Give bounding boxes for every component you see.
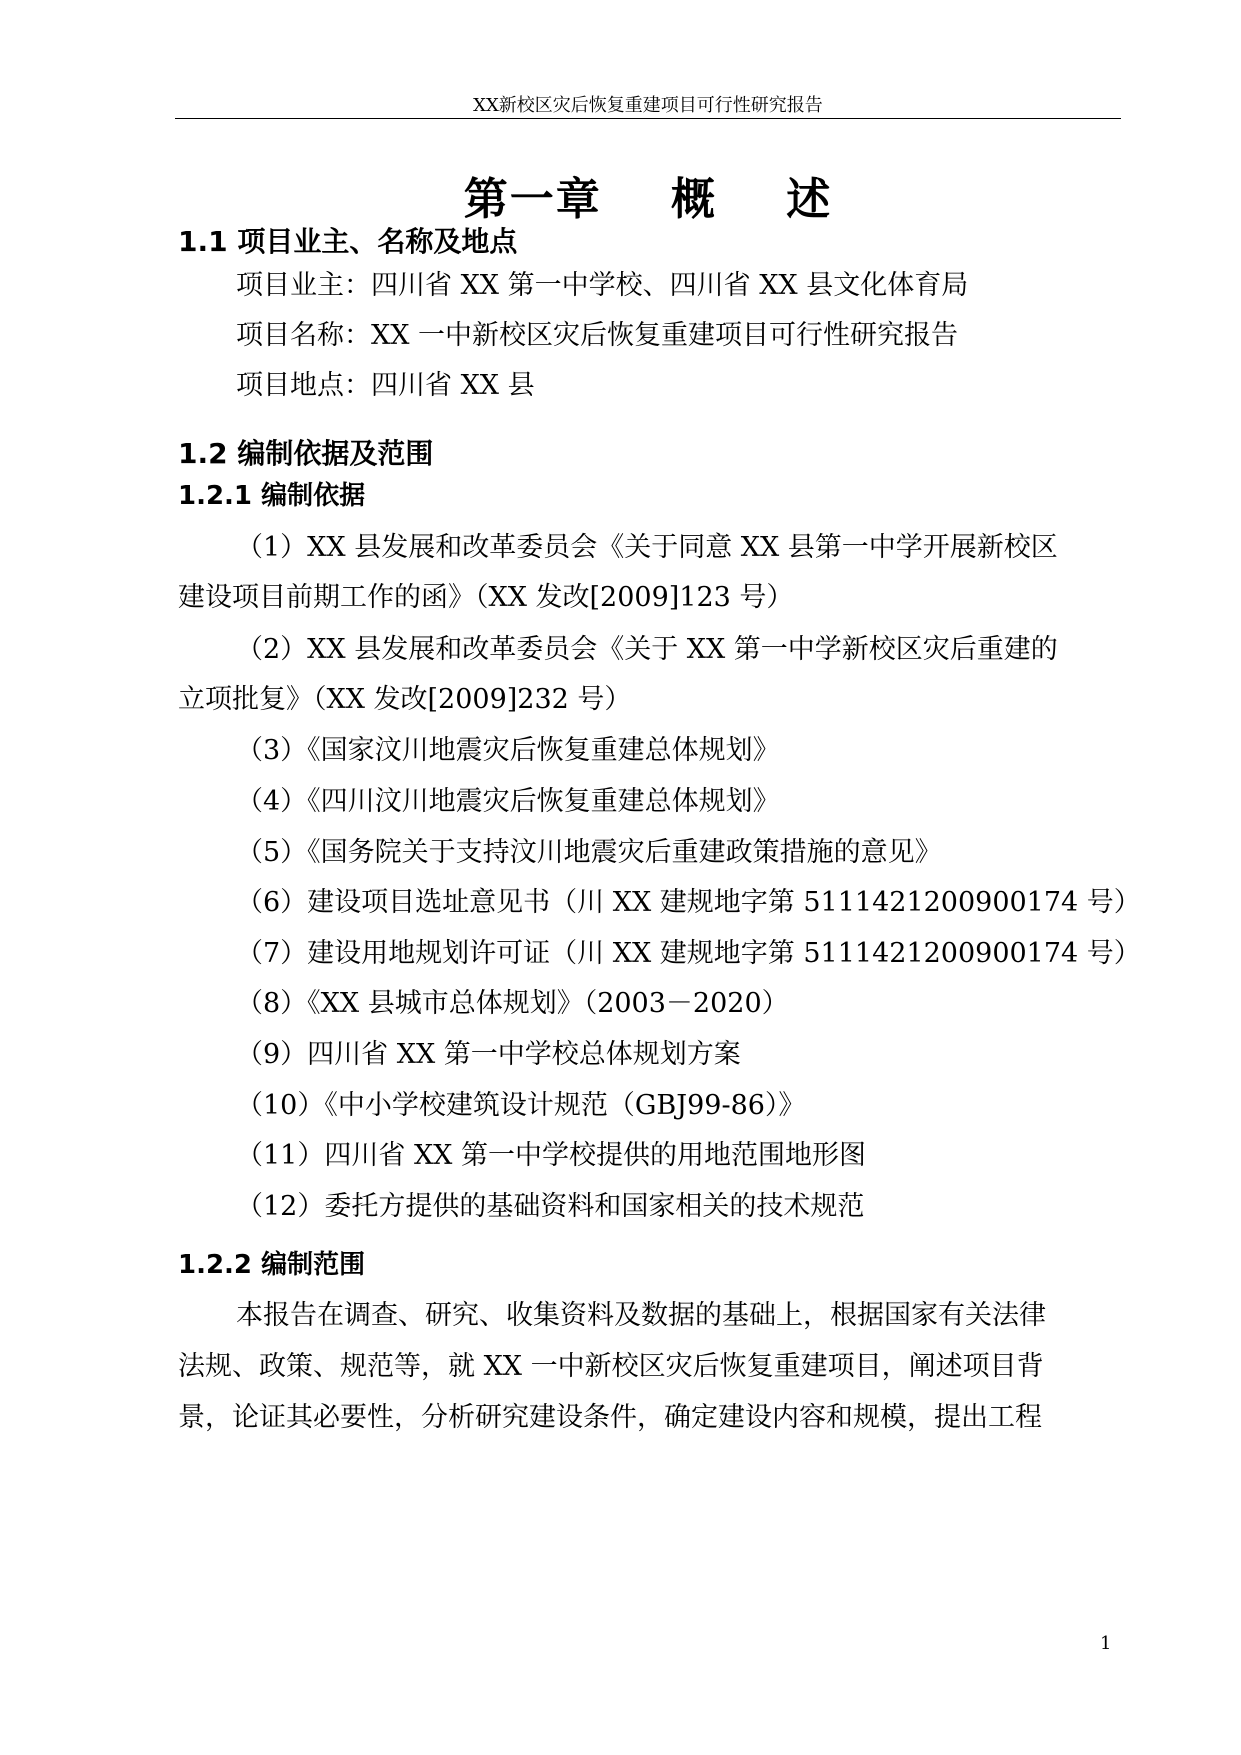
basis-item-10: （10）《中小学校建筑设计规范（GBJ99-86）》 — [236, 1090, 806, 1121]
basis-item-3: （3）《国家汶川地震灾后恢复重建总体规划》 — [236, 735, 780, 766]
basis-item-8: （8）《XX 县城市总体规划》（2003－2020） — [236, 988, 789, 1019]
project-location-line: 项目地点：四川省 XX 县 — [236, 370, 535, 401]
section-heading-1-2-2: 1.2.2 编制范围 — [178, 1250, 366, 1280]
basis-item-7: （7）建设用地规划许可证（川 XX 建规地字第 5111421200900174 号） — [236, 938, 1141, 969]
basis-item-2-line-2: 立项批复》（XX 发改[2009]232 号） — [178, 684, 632, 715]
scope-paragraph-line-3: 景，论证其必要性，分析研究建设条件，确定建设内容和规模，提出工程 — [178, 1402, 1042, 1433]
scope-paragraph-line-1: 本报告在调查、研究、收集资料及数据的基础上，根据国家有关法律 — [236, 1300, 1046, 1331]
basis-item-9: （9）四川省 XX 第一中学校总体规划方案 — [236, 1039, 741, 1070]
basis-item-1-line-1: （1）XX 县发展和改革委员会《关于同意 XX 县第一中学开展新校区 — [236, 532, 1058, 563]
header-rule — [175, 118, 1121, 119]
basis-item-2-line-1: （2）XX 县发展和改革委员会《关于 XX 第一中学新校区灾后重建的 — [236, 634, 1058, 665]
section-heading-1-2: 1.2 编制依据及范围 — [178, 437, 434, 470]
basis-item-5: （5）《国务院关于支持汶川地震灾后重建政策措施的意见》 — [236, 837, 942, 868]
basis-item-1-line-2: 建设项目前期工作的函》（XX 发改[2009]123 号） — [178, 582, 794, 613]
scope-paragraph-line-2: 法规、政策、规范等，就 XX 一中新校区灾后恢复重建项目，阐述项目背 — [178, 1351, 1044, 1382]
project-name-line: 项目名称：XX 一中新校区灾后恢复重建项目可行性研究报告 — [236, 320, 959, 351]
chapter-title: 第一章 概 述 — [463, 174, 833, 225]
owner-line: 项目业主：四川省 XX 第一中学校、四川省 XX 县文化体育局 — [236, 270, 969, 301]
basis-item-6: （6）建设项目选址意见书（川 XX 建规地字第 5111421200900174 号） — [236, 887, 1141, 918]
basis-item-4: （4）《四川汶川地震灾后恢复重建总体规划》 — [236, 786, 780, 817]
basis-item-11: （11）四川省 XX 第一中学校提供的用地范围地形图 — [236, 1140, 866, 1171]
basis-item-12: （12）委托方提供的基础资料和国家相关的技术规范 — [236, 1191, 865, 1222]
page-number: 1 — [1100, 1633, 1112, 1654]
section-heading-1-2-1: 1.2.1 编制依据 — [178, 481, 366, 511]
section-heading-1-1: 1.1 项目业主、名称及地点 — [178, 225, 518, 258]
running-header: XX新校区灾后恢复重建项目可行性研究报告 — [473, 95, 823, 116]
